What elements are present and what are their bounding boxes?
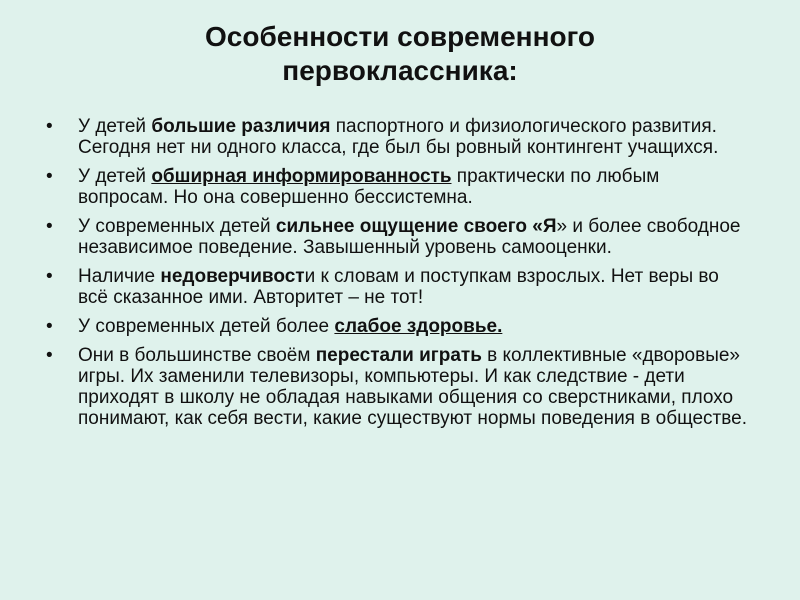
bullet-text-bold: сильнее ощущение своего «Я <box>275 216 557 237</box>
slide-title <box>100 20 700 88</box>
slide-title-line-2: первоклассника: <box>282 55 518 86</box>
bullet-marker: • <box>46 166 53 187</box>
bullet-item <box>46 266 750 308</box>
bullet-text-plain: паспортного и физиологического развития. Сегодня нет ни одного класса, где был бы ровный контингент учащихся. <box>78 116 719 158</box>
bullet-text-bold-underlined: слабое здоровье. <box>334 316 503 337</box>
bullet-text <box>78 116 718 158</box>
bullet-marker: • <box>46 266 53 287</box>
bullet-marker: • <box>46 345 53 366</box>
bullet-text <box>78 316 502 337</box>
bullet-text-plain: практически по любым вопросам. Но она совершенно бессистемна. <box>78 166 660 208</box>
bullet-item <box>46 216 750 258</box>
bullet-marker: • <box>46 116 53 137</box>
bullet-item <box>46 316 750 337</box>
bullet-text <box>78 216 741 258</box>
bullet-list <box>46 116 750 437</box>
bullet-text-plain: У современных детей <box>78 216 276 237</box>
bullet-text-plain: в коллективные «дворовые» игры. Их заменили телевизоры, компьютеры. И как следствие - дети приходят в школу не обладая навыками общения со сверстниками, плохо понимают, как себя вести, какие существуют нормы поведения в обществе. <box>78 345 747 429</box>
bullet-text-plain: Наличие <box>78 266 161 287</box>
bullet-marker: • <box>46 316 53 337</box>
bullet-text-plain: У детей <box>78 116 152 137</box>
bullet-text-plain: У современных детей более <box>78 316 335 337</box>
bullet-text-plain: Они в большинстве своём <box>78 345 316 366</box>
bullet-text-bold: перестали играть <box>315 345 482 366</box>
bullet-text-plain: У детей <box>78 166 152 187</box>
bullet-text-bold-underlined: обширная информированность <box>151 166 452 187</box>
bullet-text-bold: недоверчивост <box>160 266 305 287</box>
bullet-item <box>46 116 750 158</box>
bullet-text <box>78 166 659 208</box>
bullet-item <box>46 166 750 208</box>
bullet-text-bold: большие различия <box>151 116 331 137</box>
bullet-text <box>78 266 719 308</box>
bullet-text-plain: » и более свободное независимое поведение. Завышенный уровень самооценки. <box>78 216 741 258</box>
bullet-item <box>46 345 750 429</box>
bullet-text <box>78 345 747 429</box>
bullet-text-plain: и к словам и поступкам взрослых. Нет веры во всё сказанное ими. Авторитет – не тот! <box>78 266 719 308</box>
slide-title-line-1: Особенности современного <box>205 21 595 52</box>
bullet-marker: • <box>46 216 53 237</box>
